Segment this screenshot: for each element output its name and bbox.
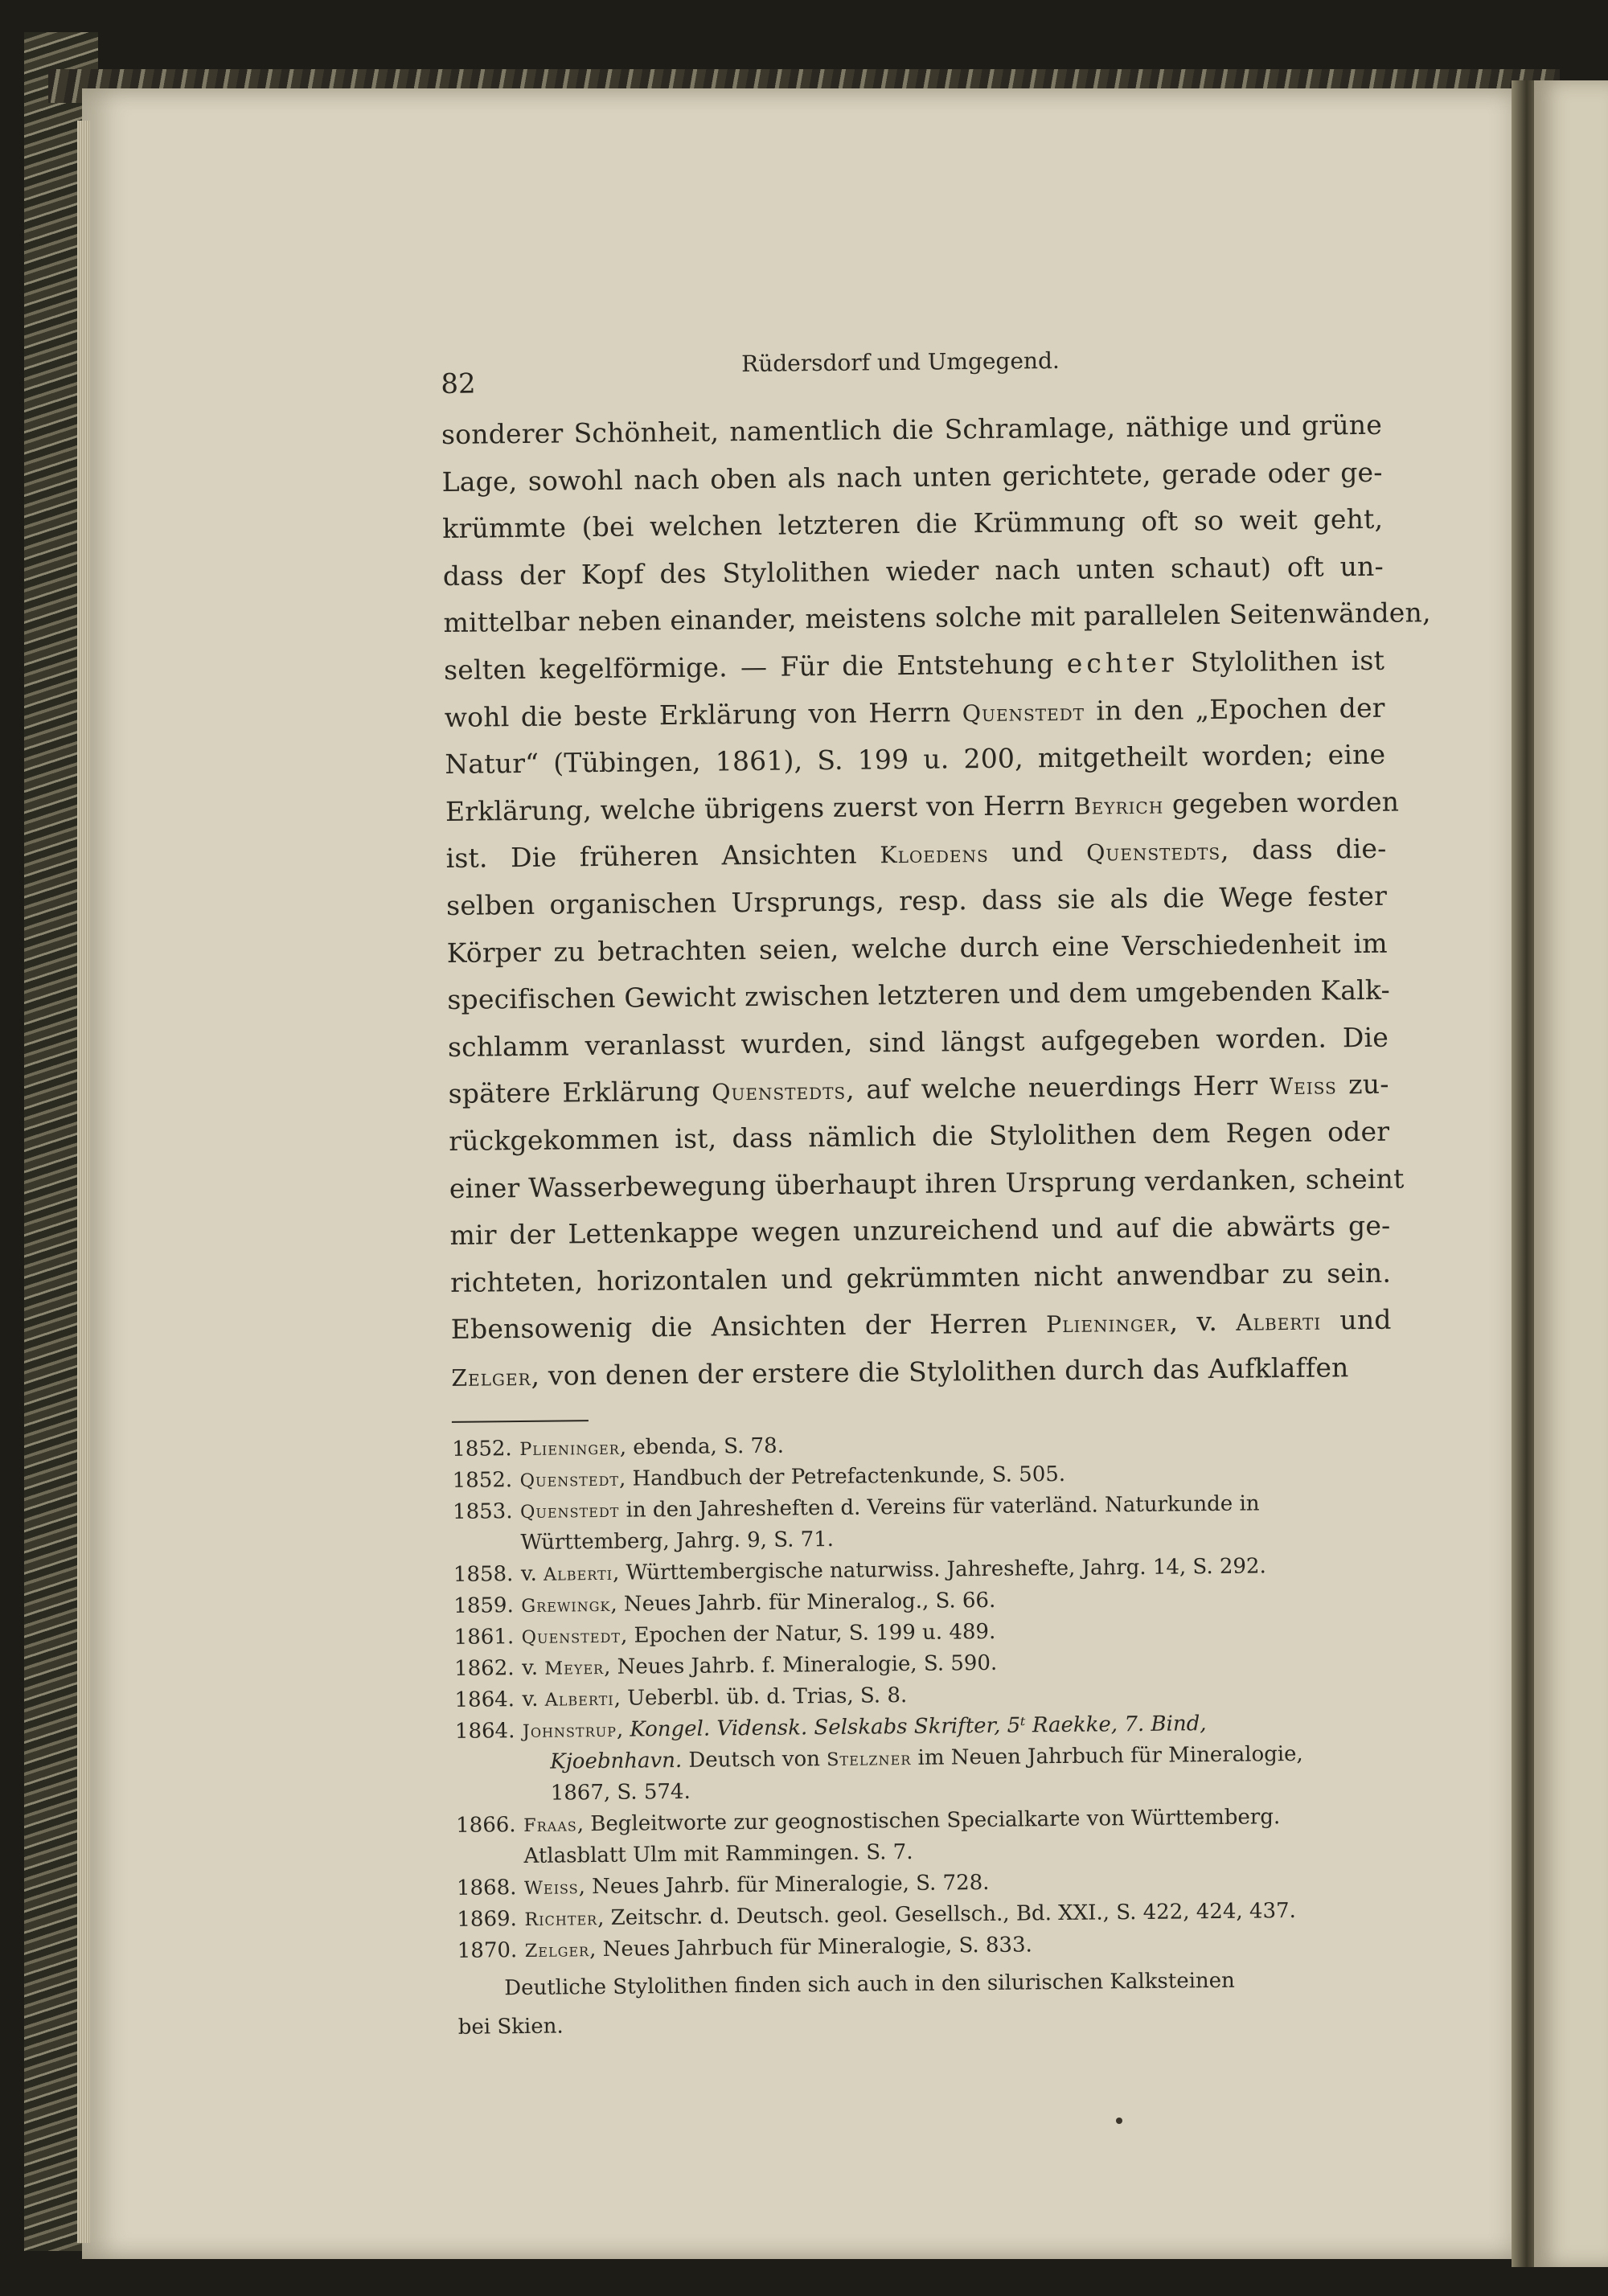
footnote-year: 1853. [452, 1499, 513, 1525]
text-run: , auf welche neuerdings Herr [845, 1069, 1270, 1106]
text-run: Ebensowenig die Ansichten der Herren [450, 1307, 1047, 1346]
author-name: Stelzner [827, 1749, 912, 1771]
body-text [441, 402, 1431, 1401]
footnote-text [524, 1868, 990, 1904]
text-run: , Württembergische naturwiss. Jahreshefte, Jahrg. 14, S. 292. [612, 1554, 1266, 1586]
text-run: wohl die beste Erklärung von Herrn [444, 695, 962, 733]
text-run: , [616, 1718, 630, 1743]
footnote-text [522, 1617, 996, 1653]
text-run: im Neuen Jahrbuch für Mineralogie, [911, 1742, 1303, 1771]
italic-title: Kjoebnhavn. [550, 1749, 683, 1775]
author-name: Johnstrup [522, 1720, 617, 1743]
text-run: Körper zu betrachten seien, welche durch eine Verschiedenheit im [446, 927, 1388, 969]
text-run: dass der Kopf des Stylolithen wieder nach unten schaut) oft un- [442, 550, 1384, 592]
author-name: Kloedens [880, 841, 989, 869]
page-header [441, 344, 1382, 410]
text-run: einer Wasserbewegung überhaupt ihren Ursprung verdanken, scheint [449, 1162, 1405, 1204]
footnote-year: 1852. [452, 1468, 513, 1494]
footnote-year: 1859. [453, 1593, 514, 1619]
text-run: und [988, 835, 1087, 869]
text-run: Erklärung, welche übrigens zuerst von Herrn [445, 789, 1075, 827]
text-run: v. [521, 1656, 545, 1681]
author-name: Quenstedts [712, 1078, 847, 1106]
text-run: mir der Lettenkappe wegen unzureichend und auf die abwärts ge- [449, 1209, 1391, 1252]
footnote-year: 1870. [457, 1938, 518, 1964]
text-run: zu- [1336, 1068, 1389, 1101]
text-run: richteten, horizontalen und gekrümmten nicht anwendbar zu sein. [449, 1257, 1392, 1298]
text-run: Württemberg, Jahrg. 9, S. 71. [520, 1527, 835, 1556]
text-run: mittelbar neben einander, meistens solche mit parallelen Seitenwänden, [443, 597, 1431, 639]
author-name: Quenstedts [1085, 838, 1221, 867]
author-name: Weiss [1269, 1072, 1337, 1101]
author-name: Weiss [523, 1877, 579, 1900]
text-run: , Neues Jahrbuch für Mineralogie, S. 833. [589, 1933, 1032, 1962]
footnote-year: 1858. [453, 1562, 514, 1588]
text-run: , von denen der erstere die Stylolithen durch das Aufklaffen [531, 1351, 1349, 1392]
footnote-year: 1866. [456, 1813, 516, 1839]
author-name: Plieninger [1045, 1310, 1170, 1339]
author-name: Zelger [451, 1363, 531, 1392]
text-run: , Begleitworte zur geognostischen Specialkarte von Württemberg. [576, 1805, 1281, 1837]
text-run: Stylolithen ist [1177, 644, 1385, 679]
text-run: Atlasblatt Ulm mit Rammingen. S. 7. [523, 1840, 913, 1869]
footnote-text [522, 1680, 907, 1716]
text-run: , Neues Jahrb. für Mineralog., S. 66. [610, 1589, 996, 1617]
footnote-text [522, 1648, 997, 1684]
text-run: echter [1066, 646, 1178, 679]
author-name: Grewingk [521, 1595, 611, 1617]
footnote-year: 1868. [456, 1876, 517, 1901]
text-run: v. [520, 1562, 544, 1587]
footnote-text [519, 1431, 784, 1465]
footnote-paragraph-line: bei Skien. [457, 2014, 564, 2040]
running-title: Rüdersdorf und Umgegend. [740, 346, 1060, 378]
text-run: , dass die- [1220, 833, 1387, 867]
text-run: , v. [1169, 1305, 1237, 1338]
text-run: v. [522, 1687, 545, 1712]
footnote-rule [452, 1421, 589, 1424]
text-run: Deutsch von [682, 1747, 827, 1773]
text-run: rückgekommen ist, dass nämlich die Stylolithen dem Regen oder [449, 1115, 1390, 1157]
author-name: Meyer [544, 1658, 605, 1680]
text-run: selten kegelförmige. — Für die Entstehung [443, 647, 1068, 686]
page-stack-edge [77, 121, 90, 2243]
text-run: spätere Erklärung [448, 1075, 712, 1110]
text-run: in den „Epochen der [1084, 691, 1385, 727]
footnote-text [525, 1930, 1032, 1967]
body-line [451, 1344, 1393, 1401]
author-name: Quenstedt [519, 1470, 620, 1492]
text-run: , Zeitschr. d. Deutsch. geol. Gesellsch., Bd. XXI., S. 422, 424, 437. [597, 1899, 1297, 1931]
text-run: specifischen Gewicht zwischen letzteren und dem umgebenden Kalk- [447, 974, 1391, 1016]
author-name: Plieninger [519, 1438, 620, 1461]
italic-title: Kongel. Vidensk. Selskabs Skrifter, 5ᵗ Raekke, 7. Bind, [630, 1712, 1207, 1743]
text-run: in den Jahresheften d. Vereins für vaterländ. Naturkunde in [619, 1491, 1260, 1523]
footnote-paragraph [457, 1964, 1399, 2050]
footnote-year: 1852. [452, 1437, 512, 1462]
page-number: 82 [441, 367, 476, 400]
text-run: 1867, S. 574. [550, 1780, 691, 1806]
paper-speck [1116, 2118, 1122, 2124]
text-run: selben organischen Ursprungs, resp. dass sie als die Wege fester [445, 879, 1388, 921]
text-run: schlamm veranlasst wurden, sind längst aufgegeben worden. Die [447, 1021, 1389, 1063]
text-run: , Handbuch der Petrefactenkunde, S. 505. [618, 1462, 1066, 1492]
text-run: , Epochen der Natur, S. 199 u. 489. [620, 1620, 996, 1649]
text-run: Lage, sowohl nach oben als nach unten gerichtete, gerade oder ge- [441, 456, 1383, 498]
author-name: Richter [524, 1909, 598, 1931]
author-name: Zelger [524, 1940, 590, 1962]
author-name: Quenstedt [521, 1626, 621, 1649]
footnote-year: 1864. [454, 1719, 515, 1745]
text-run: krümmte (bei welchen letzteren die Krümmung oft so weit geht, [442, 502, 1384, 545]
text-run: sonderer Schönheit, namentlich die Schramlage, näthige und grüne [441, 408, 1383, 450]
footnote-year: 1861. [453, 1625, 515, 1650]
footnotes [452, 1425, 1398, 1967]
footnote-year: 1864. [454, 1687, 515, 1713]
text-run: , Neues Jahrb. f. Mineralogie, S. 590. [603, 1651, 998, 1680]
facing-page-edge [1534, 80, 1608, 2267]
text-run: Natur“ (Tübingen, 1861), S. 199 u. 200, mitgetheilt worden; eine [445, 738, 1386, 781]
page-content [441, 344, 1431, 2051]
footnote-year: 1869. [457, 1907, 517, 1933]
author-name: Alberti [1236, 1308, 1322, 1336]
text-run: ist. Die früheren Ansichten [445, 838, 880, 875]
text-run: und [1321, 1303, 1392, 1336]
author-name: Quenstedt [962, 699, 1085, 727]
footnote-paragraph-line: Deutliche Stylolithen finden sich auch in den silurischen Kalksteinen [504, 1969, 1235, 2001]
author-name: Beyrich [1073, 792, 1164, 820]
footnote-text [521, 1585, 995, 1622]
text-run: , Ueberbl. üb. d. Trias, S. 8. [613, 1683, 908, 1712]
text-run: gegeben worden [1163, 785, 1400, 820]
author-name: Alberti [543, 1564, 613, 1586]
author-name: Alberti [544, 1689, 614, 1712]
text-run: , Neues Jahrb. für Mineralogie, S. 728. [578, 1871, 990, 1900]
author-name: Quenstedt [519, 1501, 620, 1523]
footnote-year: 1862. [453, 1656, 515, 1682]
author-name: Fraas [523, 1814, 577, 1837]
text-run: , ebenda, S. 78. [619, 1434, 785, 1461]
